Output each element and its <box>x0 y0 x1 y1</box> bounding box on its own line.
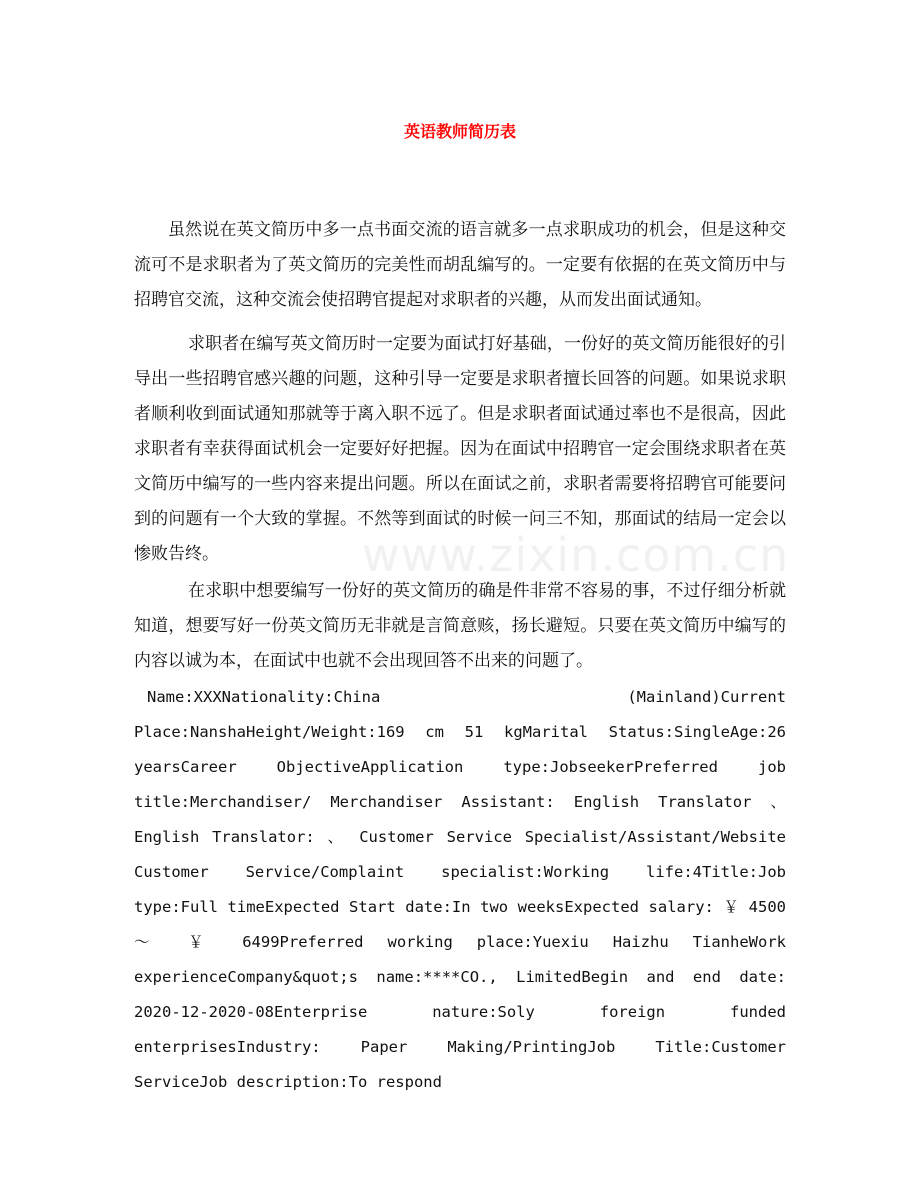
resume-details-text: Name:XXXNationality:China (Mainland)Current Place:NanshaHeight/Weight:169 cm 51 kgMarital Status:SingleAge:26 yearsCareer ObjectiveApplication type:JobseekerPreferred job title:Merchandiser/ Merchandiser Assistant: English Translator 、 English Translator: 、 Customer Service Specialist/Assistant/Website Customer Service/Complaint specialist:Working life:4Title:Job type:Full timeExpected Start date:In two weeksExpected salary: ￥ 4500 ～ ￥ 6499Preferred working place:Yuexiu Haizhu TianheWork experienceCompany&quot;s name:****CO., LimitedBegin and end date: 2020-12-2020-08Enterprise nature:Soly foreign funded enterprisesIndustry: Paper Making/PrintingJob Title:Customer ServiceJob description:To respond <box>134 688 786 1091</box>
document-title: 英语教师简历表 <box>403 122 516 141</box>
body-paragraph-3: 在求职中想要编写一份好的英文简历的确是件非常不容易的事，不过仔细分析就知道，想要写好一份英文简历无非就是言简意赅，扬长避短。只要在英文简历中编写的内容以诚为本，在面试中也就不会出现回答不出来的问题了。 <box>134 581 786 671</box>
body-paragraph-2: 求职者在编写英文简历时一定要为面试打好基础，一份好的英文简历能很好的引导出一些招聘官感兴趣的问题，这种引导一定要是求职者擅长回答的问题。如果说求职者顺利收到面试通知那就等于离入职不远了。但是求职者面试通过率也不是很高，因此求职者有幸获得面试机会一定要好好把握。因为在面试中招聘官一定会围绕求职者在英文简历中编写的一些内容来提出问题。所以在面试之前，求职者需要将招聘官可能要问到的问题有一个大致的掌握。不然等到面试的时候一问三不知，那面试的结局一定会以惨败告终。 <box>134 334 786 564</box>
watermark: www.zixin.com.cn <box>362 528 790 582</box>
body-paragraph-1: 虽然说在英文简历中多一点书面交流的语言就多一点求职成功的机会，但是这种交流可不是求职者为了英文简历的完美性而胡乱编写的。一定要有依据的在英文简历中与招聘官交流，这种交流会使招聘官提起对求职者的兴趣，从而发出面试通知。 <box>134 220 786 310</box>
